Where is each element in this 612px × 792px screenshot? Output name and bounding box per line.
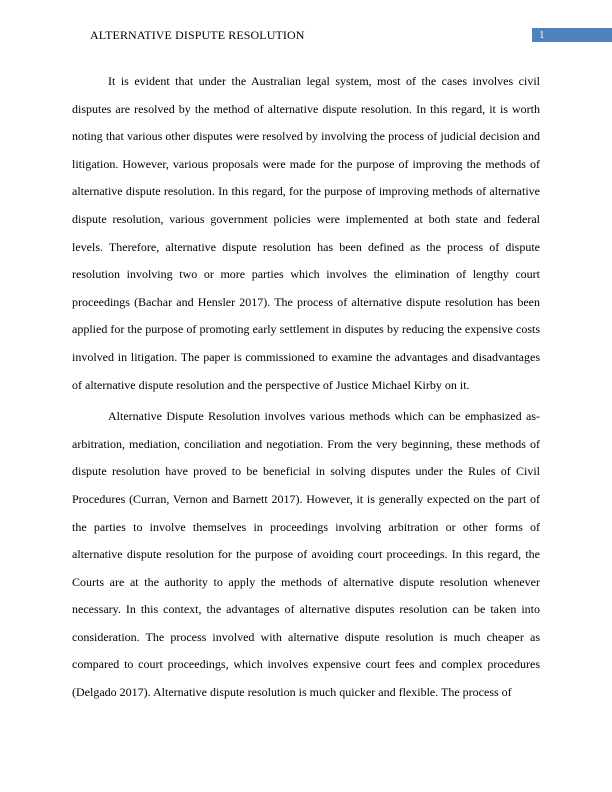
paragraph: Alternative Dispute Resolution involves various methods which can be emphasized as- arbitration, mediation, conciliation and negotiation. From the very beginning, these methods of dispute resolution have proved to be beneficial in solving disputes under the Rules of Civil Procedures (Curran, Vernon and Barnett 2017). However, it is generally expected on the part of the parties to involve themselves in proceedings involving arbitration or other forms of alternative dispute resolution for the purpose of avoiding court proceedings. In this regard, the Courts are at the authority to apply the methods of alternative dispute resolution whenever necessary. In this context, the advantages of alternative disputes resolution can be taken into consideration. The process involved with alternative dispute resolution is much cheaper as compared to court proceedings, which involves expensive court fees and complex procedures (Delgado 2017). Alternative dispute resolution is much quicker and flexible. The process of [72,409,540,700]
running-header: ALTERNATIVE DISPUTE RESOLUTION [90,28,305,42]
paragraph: It is evident that under the Australian legal system, most of the cases involves civil disputes are resolved by the method of alternative dispute resolution. In this regard, it is worth noting that various other disputes were resolved by involving the process of judicial decision and litigation. However, various proposals were made for the purpose of improving the methods of alternative dispute resolution. In this regard, for the purpose of improving methods of alternative dispute resolution, various government policies were implemented at both state and federal levels. Therefore, alternative dispute resolution has been defined as the process of dispute resolution involving two or more parties which involves the elimination of lengthy court proceedings (Bachar and Hensler 2017). The process of alternative dispute resolution has been applied for the purpose of promoting early settlement in disputes by reducing the expensive costs involved in litigation. The paper is commissioned to examine the advantages and disadvantages of alternative dispute resolution and the perspective of Justice Michael Kirby on it. [72,74,540,392]
document-body [72,68,540,707]
page-number-badge [532,28,612,42]
page-number: 1 [539,29,545,41]
